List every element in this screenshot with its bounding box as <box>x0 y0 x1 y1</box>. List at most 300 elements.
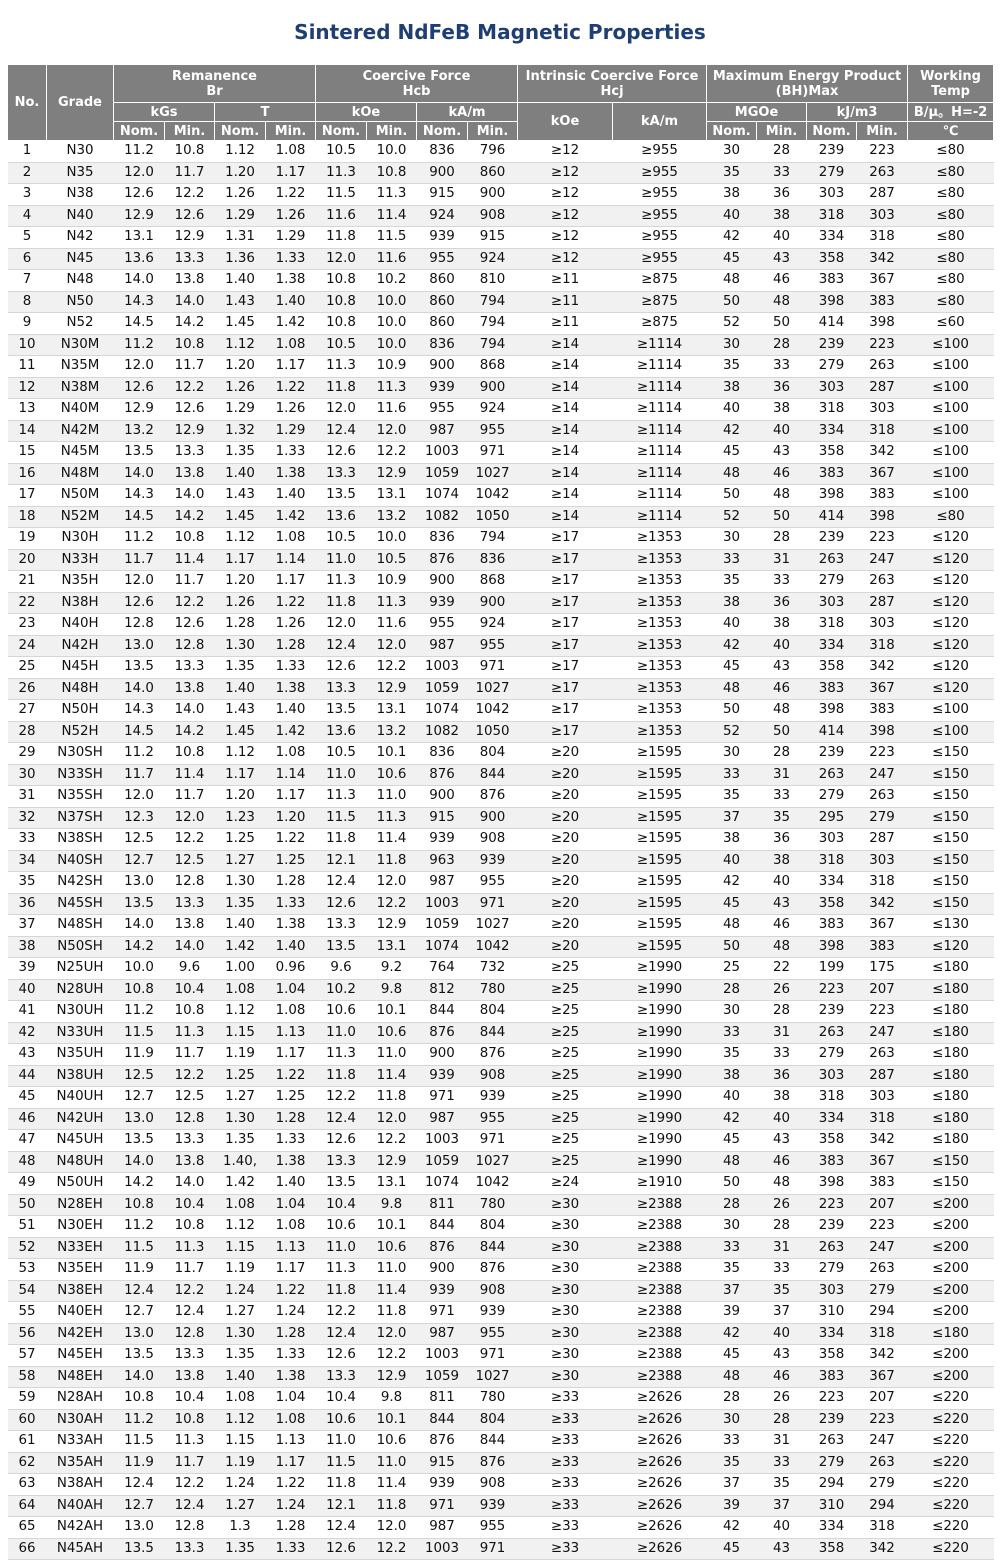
table-cell: ≥1595 <box>613 872 707 894</box>
table-cell: N45UH <box>47 1130 114 1152</box>
table-cell: 1.42 <box>215 1173 266 1195</box>
table-cell: ≥33 <box>518 1431 613 1453</box>
table-cell: 279 <box>857 1280 908 1302</box>
table-cell: 14.5 <box>114 313 165 335</box>
table-cell: 939 <box>468 850 518 872</box>
table-cell: 11.3 <box>316 162 367 184</box>
table-cell: 1.42 <box>266 506 316 528</box>
table-cell: ≤80 <box>908 248 994 270</box>
table-cell: 876 <box>468 786 518 808</box>
table-cell: 239 <box>807 743 857 765</box>
table-row <box>8 528 994 550</box>
table-row <box>8 1388 994 1410</box>
table-cell: 38 <box>707 377 757 399</box>
table-cell: 42 <box>707 635 757 657</box>
table-cell: ≥33 <box>518 1538 613 1560</box>
table-cell: 13.5 <box>114 1538 165 1560</box>
table-cell: ≥1114 <box>613 420 707 442</box>
table-cell: 9.8 <box>367 1194 417 1216</box>
table-cell: 383 <box>857 1173 908 1195</box>
table-row <box>8 442 994 464</box>
table-cell: 13.1 <box>367 700 417 722</box>
table-cell: 900 <box>468 377 518 399</box>
table-cell: ≥33 <box>518 1517 613 1539</box>
header-t: T <box>215 103 316 122</box>
properties-table <box>7 64 994 1560</box>
table-cell: 11.8 <box>367 1087 417 1109</box>
table-cell: 383 <box>807 1366 857 1388</box>
table-cell: 30 <box>8 764 47 786</box>
table-cell: 11.9 <box>114 1259 165 1281</box>
table-cell: 1.30 <box>215 1108 266 1130</box>
table-cell: ≤200 <box>908 1366 994 1388</box>
table-cell: ≤100 <box>908 721 994 743</box>
table-cell: ≥2626 <box>613 1409 707 1431</box>
table-cell: 14.2 <box>165 721 215 743</box>
table-cell: 13.6 <box>316 721 367 743</box>
table-cell: 358 <box>807 1345 857 1367</box>
table-cell: 1.13 <box>266 1431 316 1453</box>
table-cell: N28UH <box>47 979 114 1001</box>
table-cell: 37 <box>8 915 47 937</box>
table-cell: ≥2388 <box>613 1366 707 1388</box>
table-cell: ≤100 <box>908 334 994 356</box>
table-cell: 28 <box>757 141 807 163</box>
table-cell: 39 <box>707 1302 757 1324</box>
table-cell: 12.0 <box>367 872 417 894</box>
table-cell: ≥955 <box>613 184 707 206</box>
table-cell: N38SH <box>47 829 114 851</box>
table-cell: 33 <box>757 786 807 808</box>
table-cell: 12.7 <box>114 1495 165 1517</box>
table-cell: ≥1353 <box>613 657 707 679</box>
table-cell: N48UH <box>47 1151 114 1173</box>
table-cell: 31 <box>757 549 807 571</box>
table-cell: 12.4 <box>165 1495 215 1517</box>
table-cell: 13.6 <box>316 506 367 528</box>
table-cell: 279 <box>807 571 857 593</box>
table-cell: 12.8 <box>165 1108 215 1130</box>
table-cell: 10.5 <box>316 141 367 163</box>
table-cell: 836 <box>417 743 468 765</box>
table-cell: 13.5 <box>114 442 165 464</box>
table-cell: 28 <box>757 1409 807 1431</box>
table-cell: 11.7 <box>165 571 215 593</box>
table-cell: 35 <box>757 1280 807 1302</box>
table-cell: 10.6 <box>316 1409 367 1431</box>
table-cell: N42M <box>47 420 114 442</box>
table-cell: 764 <box>417 958 468 980</box>
table-row <box>8 614 994 636</box>
table-cell: ≥25 <box>518 1130 613 1152</box>
table-cell: 1.12 <box>215 1409 266 1431</box>
table-cell: 12.5 <box>114 1065 165 1087</box>
table-cell: 13.0 <box>114 1108 165 1130</box>
table-cell: 1074 <box>417 485 468 507</box>
table-cell: 12.2 <box>165 592 215 614</box>
table-cell: 1.20 <box>215 162 266 184</box>
table-cell: 414 <box>807 506 857 528</box>
table-cell: 11.3 <box>316 356 367 378</box>
table-cell: 33 <box>757 571 807 593</box>
table-cell: ≥2626 <box>613 1388 707 1410</box>
table-cell: 12.6 <box>114 184 165 206</box>
table-cell: 38 <box>707 184 757 206</box>
table-cell: 12.2 <box>165 1065 215 1087</box>
table-cell: 207 <box>857 1194 908 1216</box>
table-row <box>8 549 994 571</box>
table-cell: 1.40 <box>266 700 316 722</box>
table-cell: ≤120 <box>908 549 994 571</box>
table-cell: ≥17 <box>518 571 613 593</box>
table-cell: 14.0 <box>165 936 215 958</box>
table-cell: 876 <box>468 1044 518 1066</box>
table-cell: 12.0 <box>367 1517 417 1539</box>
table-cell: 1074 <box>417 1173 468 1195</box>
table-cell: 42 <box>707 1323 757 1345</box>
table-cell: 41 <box>8 1001 47 1023</box>
table-cell: 915 <box>417 807 468 829</box>
table-cell: 13.1 <box>367 1173 417 1195</box>
table-cell: 303 <box>807 592 857 614</box>
table-cell: 50 <box>707 291 757 313</box>
table-cell: 14.5 <box>114 721 165 743</box>
table-cell: 1.08 <box>266 334 316 356</box>
table-cell: 13.3 <box>165 442 215 464</box>
table-cell: 1.17 <box>266 786 316 808</box>
table-cell: 12.2 <box>165 1474 215 1496</box>
table-cell: 1042 <box>468 485 518 507</box>
table-cell: 398 <box>857 506 908 528</box>
table-cell: 11.3 <box>165 1237 215 1259</box>
table-cell: 1.17 <box>266 356 316 378</box>
table-cell: 318 <box>807 614 857 636</box>
table-cell: 11.8 <box>316 1474 367 1496</box>
table-cell: 13.3 <box>165 893 215 915</box>
table-cell: ≥17 <box>518 721 613 743</box>
table-cell: 334 <box>807 635 857 657</box>
table-cell: 31 <box>757 1022 807 1044</box>
table-cell: 63 <box>8 1474 47 1496</box>
table-cell: 40 <box>757 872 807 894</box>
table-cell: 9.6 <box>165 958 215 980</box>
table-row <box>8 764 994 786</box>
table-cell: 1.20 <box>215 356 266 378</box>
table-cell: ≥2626 <box>613 1452 707 1474</box>
table-cell: ≤180 <box>908 1065 994 1087</box>
table-cell: 13.5 <box>316 485 367 507</box>
table-cell: 342 <box>857 1538 908 1560</box>
table-cell: 971 <box>468 893 518 915</box>
table-cell: ≥1990 <box>613 1130 707 1152</box>
table-cell: 28 <box>707 1194 757 1216</box>
table-cell: 12.7 <box>114 1302 165 1324</box>
table-cell: 860 <box>417 270 468 292</box>
table-cell: 12.2 <box>367 1538 417 1560</box>
table-cell: 30 <box>707 1001 757 1023</box>
table-row <box>8 1216 994 1238</box>
table-cell: ≥1595 <box>613 786 707 808</box>
table-cell: 13.3 <box>165 1538 215 1560</box>
table-cell: 45 <box>707 248 757 270</box>
table-cell: ≥2388 <box>613 1302 707 1324</box>
table-cell: ≥25 <box>518 1001 613 1023</box>
table-cell: 35 <box>707 1259 757 1281</box>
table-cell: 1.43 <box>215 291 266 313</box>
table-cell: 279 <box>807 1259 857 1281</box>
table-cell: 56 <box>8 1323 47 1345</box>
table-cell: 11.7 <box>165 356 215 378</box>
table-cell: 25 <box>707 958 757 980</box>
table-row <box>8 205 994 227</box>
table-cell: 10.6 <box>367 1431 417 1453</box>
table-row <box>8 162 994 184</box>
table-cell: N33SH <box>47 764 114 786</box>
table-cell: 1.33 <box>266 1345 316 1367</box>
table-cell: 223 <box>857 1216 908 1238</box>
table-cell: 35 <box>707 786 757 808</box>
table-cell: ≥25 <box>518 958 613 980</box>
table-cell: 10.4 <box>316 1388 367 1410</box>
table-cell: 860 <box>417 313 468 335</box>
energy-symbol: (BH)Max <box>775 83 839 99</box>
table-cell: 924 <box>417 205 468 227</box>
table-cell: 1.29 <box>266 227 316 249</box>
table-cell: 13.5 <box>114 1345 165 1367</box>
table-cell: 207 <box>857 979 908 1001</box>
table-row <box>8 1087 994 1109</box>
table-cell: ≥20 <box>518 850 613 872</box>
table-cell: 175 <box>857 958 908 980</box>
header-working-temp <box>908 65 994 103</box>
table-cell: 1.26 <box>215 184 266 206</box>
table-cell: 1.24 <box>215 1474 266 1496</box>
table-cell: 1.35 <box>215 657 266 679</box>
table-cell: 40 <box>757 1108 807 1130</box>
table-cell: ≥17 <box>518 678 613 700</box>
table-cell: 876 <box>417 764 468 786</box>
table-cell: 1.08 <box>266 141 316 163</box>
table-cell: 12.5 <box>165 850 215 872</box>
table-cell: ≤180 <box>908 1130 994 1152</box>
table-row <box>8 872 994 894</box>
table-cell: 1.17 <box>266 1452 316 1474</box>
table-cell: 1.15 <box>215 1431 266 1453</box>
table-cell: ≤220 <box>908 1517 994 1539</box>
table-cell: 1027 <box>468 678 518 700</box>
table-cell: 14.0 <box>165 291 215 313</box>
table-cell: 223 <box>807 979 857 1001</box>
table-cell: 14.5 <box>114 506 165 528</box>
table-cell: 13.5 <box>316 936 367 958</box>
table-cell: 11.7 <box>165 162 215 184</box>
table-cell: 61 <box>8 1431 47 1453</box>
table-cell: 28 <box>8 721 47 743</box>
table-cell: ≤80 <box>908 184 994 206</box>
table-cell: ≥2388 <box>613 1280 707 1302</box>
table-cell: 12.7 <box>114 1087 165 1109</box>
table-cell: 844 <box>417 1001 468 1023</box>
table-cell: 11.2 <box>114 1409 165 1431</box>
table-cell: 1.45 <box>215 313 266 335</box>
table-cell: 40 <box>707 850 757 872</box>
table-cell: 35 <box>8 872 47 894</box>
table-cell: 33 <box>757 1044 807 1066</box>
table-cell: 844 <box>417 1409 468 1431</box>
table-cell: 10.1 <box>367 1409 417 1431</box>
table-cell: ≥30 <box>518 1302 613 1324</box>
table-cell: 14.2 <box>165 313 215 335</box>
table-cell: 9.8 <box>367 979 417 1001</box>
table-cell: 12.2 <box>316 1302 367 1324</box>
table-cell: ≥1595 <box>613 743 707 765</box>
table-cell: ≤120 <box>908 571 994 593</box>
table-cell: 45 <box>707 657 757 679</box>
table-cell: ≥1353 <box>613 721 707 743</box>
table-row <box>8 915 994 937</box>
table-cell: ≥11 <box>518 291 613 313</box>
table-cell: 334 <box>807 1108 857 1130</box>
table-cell: 334 <box>807 1517 857 1539</box>
table-cell: ≥30 <box>518 1216 613 1238</box>
table-row <box>8 850 994 872</box>
table-cell: 239 <box>807 141 857 163</box>
table-cell: ≥12 <box>518 248 613 270</box>
table-cell: 12.0 <box>367 635 417 657</box>
table-cell: 303 <box>807 1280 857 1302</box>
table-cell: 1.33 <box>266 657 316 679</box>
table-cell: 1.23 <box>215 807 266 829</box>
table-cell: 1.38 <box>266 915 316 937</box>
table-cell: 51 <box>8 1216 47 1238</box>
table-cell: 383 <box>807 915 857 937</box>
table-cell: 1082 <box>417 506 468 528</box>
table-cell: 53 <box>8 1259 47 1281</box>
header-nom: Nom. <box>316 122 367 141</box>
table-cell: 1.38 <box>266 678 316 700</box>
table-cell: 28 <box>757 528 807 550</box>
table-cell: 35 <box>707 1452 757 1474</box>
table-cell: ≤150 <box>908 743 994 765</box>
table-cell: 45 <box>707 442 757 464</box>
table-cell: 1.45 <box>215 506 266 528</box>
table-cell: 287 <box>857 184 908 206</box>
table-cell: 12.0 <box>316 248 367 270</box>
table-cell: 13.5 <box>114 657 165 679</box>
table-cell: N42EH <box>47 1323 114 1345</box>
table-cell: 1.17 <box>266 162 316 184</box>
table-row <box>8 1474 994 1496</box>
table-cell: 279 <box>807 786 857 808</box>
intrinsic-label: Intrinsic Coercive Force <box>525 68 699 84</box>
table-cell: 342 <box>857 1345 908 1367</box>
header-min: Min. <box>165 122 215 141</box>
table-cell: ≤150 <box>908 786 994 808</box>
table-cell: 987 <box>417 1108 468 1130</box>
table-cell: 939 <box>468 1087 518 1109</box>
table-cell: 31 <box>757 1431 807 1453</box>
table-cell: ≤180 <box>908 1022 994 1044</box>
table-cell: 11.3 <box>316 1259 367 1281</box>
table-cell: ≥875 <box>613 313 707 335</box>
table-cell: 35 <box>707 162 757 184</box>
table-cell: 22 <box>757 958 807 980</box>
table-cell: N25UH <box>47 958 114 980</box>
table-cell: ≥20 <box>518 743 613 765</box>
table-cell: N33AH <box>47 1431 114 1453</box>
table-cell: 358 <box>807 248 857 270</box>
table-cell: 40 <box>757 1323 807 1345</box>
table-cell: 8 <box>8 291 47 313</box>
table-cell: 12.4 <box>316 872 367 894</box>
table-cell: 987 <box>417 1323 468 1345</box>
table-cell: 1042 <box>468 700 518 722</box>
table-cell: N40M <box>47 399 114 421</box>
table-cell: 52 <box>707 506 757 528</box>
table-cell: ≤220 <box>908 1431 994 1453</box>
table-cell: 50 <box>707 700 757 722</box>
table-cell: 1.33 <box>266 1130 316 1152</box>
table-cell: 13.2 <box>367 506 417 528</box>
table-row <box>8 463 994 485</box>
table-cell: 48 <box>707 1151 757 1173</box>
table-cell: N30SH <box>47 743 114 765</box>
table-cell: 1.25 <box>215 1065 266 1087</box>
table-cell: ≤120 <box>908 614 994 636</box>
table-cell: 18 <box>8 506 47 528</box>
table-cell: 11.0 <box>316 1022 367 1044</box>
table-cell: 11.8 <box>367 1495 417 1517</box>
table-cell: ≤200 <box>908 1259 994 1281</box>
table-cell: 303 <box>807 377 857 399</box>
table-cell: 13.8 <box>165 1151 215 1173</box>
table-cell: 318 <box>857 635 908 657</box>
table-cell: N38 <box>47 184 114 206</box>
table-cell: 12.9 <box>367 678 417 700</box>
table-cell: 876 <box>417 1022 468 1044</box>
table-cell: ≥1353 <box>613 592 707 614</box>
table-cell: ≤150 <box>908 829 994 851</box>
table-cell: 971 <box>417 1302 468 1324</box>
table-cell: ≤100 <box>908 399 994 421</box>
table-cell: 11.2 <box>114 334 165 356</box>
table-cell: 924 <box>468 248 518 270</box>
table-cell: ≥1353 <box>613 571 707 593</box>
table-cell: 11.9 <box>114 1452 165 1474</box>
table-cell: 12.4 <box>316 1108 367 1130</box>
table-cell: 11.5 <box>114 1431 165 1453</box>
table-cell: 1.35 <box>215 1538 266 1560</box>
table-cell: 47 <box>8 1130 47 1152</box>
table-cell: N28AH <box>47 1388 114 1410</box>
table-cell: 939 <box>417 1280 468 1302</box>
table-cell: 303 <box>857 1087 908 1109</box>
table-cell: 52 <box>707 721 757 743</box>
table-cell: ≤200 <box>908 1237 994 1259</box>
table-cell: 12.2 <box>165 1280 215 1302</box>
table-cell: 1.38 <box>266 1151 316 1173</box>
table-cell: ≤150 <box>908 850 994 872</box>
table-cell: 45 <box>707 1345 757 1367</box>
table-cell: N33EH <box>47 1237 114 1259</box>
table-cell: 1.33 <box>266 248 316 270</box>
table-cell: 13.0 <box>114 872 165 894</box>
table-cell: 318 <box>807 850 857 872</box>
table-cell: 0.96 <box>266 958 316 980</box>
table-cell: 939 <box>468 1302 518 1324</box>
table-cell: 11.8 <box>316 377 367 399</box>
table-row <box>8 700 994 722</box>
